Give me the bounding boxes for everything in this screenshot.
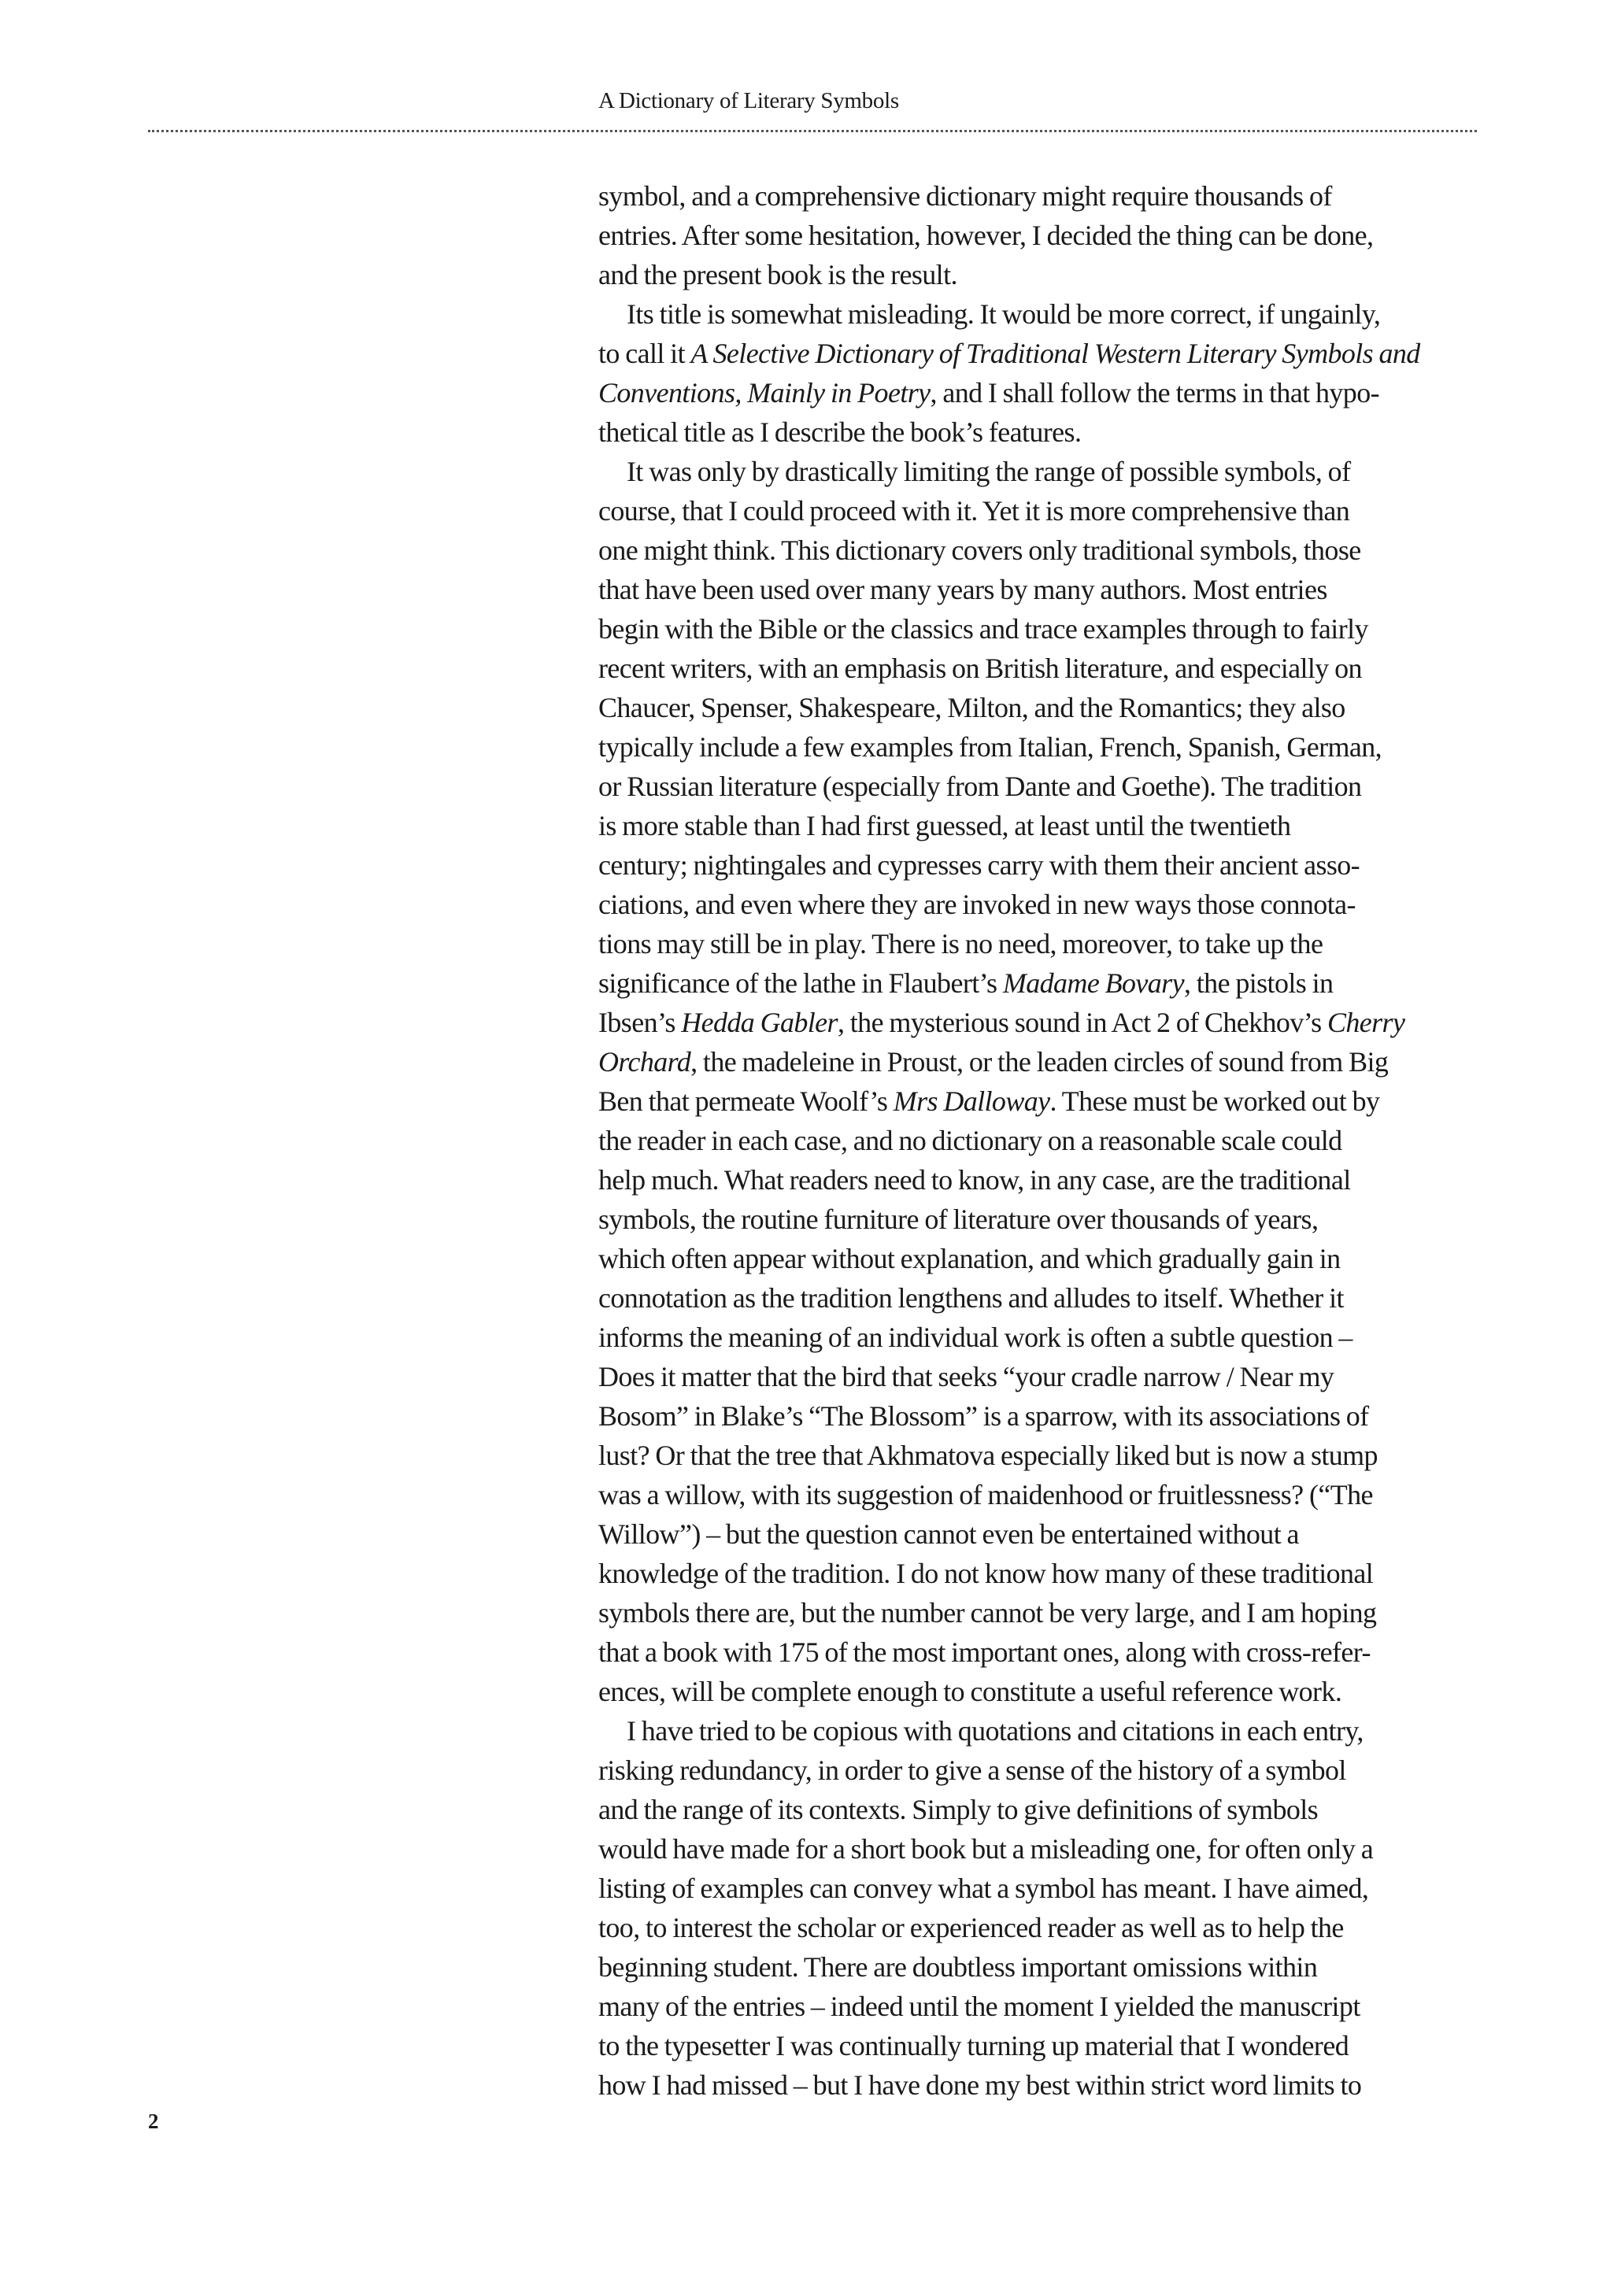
body-text bbox=[598, 176, 1480, 2105]
text-line bbox=[598, 531, 1480, 570]
text-line bbox=[598, 1908, 1480, 1947]
paragraph bbox=[598, 176, 1480, 294]
text-run: , the madeleine in Proust, or the leaden circles of sound from Big bbox=[690, 1046, 1389, 1078]
text-line bbox=[598, 1436, 1480, 1475]
text-run: knowledge of the tradition. I do not know how many of these traditional bbox=[598, 1558, 1374, 1589]
text-line bbox=[598, 1396, 1480, 1436]
text-run: that have been used over many years by many authors. Most entries bbox=[598, 574, 1327, 605]
text-run: recent writers, with an emphasis on British literature, and especially on bbox=[598, 653, 1362, 684]
text-line bbox=[598, 1632, 1480, 1672]
header-dotted-rule bbox=[148, 130, 1477, 132]
text-line bbox=[598, 963, 1480, 1003]
text-line bbox=[598, 1672, 1480, 1711]
text-run: beginning student. There are doubtless important omissions within bbox=[598, 1951, 1318, 1983]
text-run: thetical title as I describe the book’s features. bbox=[598, 416, 1082, 448]
text-run: significance of the lathe in Flaubert’s bbox=[598, 967, 1003, 999]
text-line bbox=[598, 1357, 1480, 1396]
text-line bbox=[598, 1751, 1480, 1790]
text-line bbox=[598, 924, 1480, 963]
paragraph bbox=[598, 294, 1480, 452]
text-line bbox=[598, 1593, 1480, 1632]
text-run: century; nightingales and cypresses carry with them their ancient asso- bbox=[598, 849, 1360, 881]
text-run: to the typesetter I was continually turning up material that I wondered bbox=[598, 2030, 1349, 2061]
text-run: is more stable than I had first guessed, at least until the twentieth bbox=[598, 810, 1291, 841]
text-run: risking redundancy, in order to give a sense of the history of a symbol bbox=[598, 1754, 1346, 1786]
text-run: to call it bbox=[598, 338, 691, 369]
text-run: symbols, the routine furniture of literature over thousands of years, bbox=[598, 1203, 1319, 1235]
text-run: help much. What readers need to know, in any case, are the traditional bbox=[598, 1164, 1351, 1196]
text-run: . These must be worked out by bbox=[1049, 1085, 1380, 1117]
text-run: , the mysterious sound in Act 2 of Chekhov’s bbox=[837, 1007, 1327, 1038]
text-line bbox=[598, 176, 1480, 216]
text-line bbox=[598, 1121, 1480, 1160]
text-run: course, that I could proceed with it. Yet it is more comprehensive than bbox=[598, 495, 1350, 527]
text-line bbox=[598, 1829, 1480, 1869]
text-line bbox=[598, 570, 1480, 609]
italic-title: Conventions, Mainly in Poetry bbox=[598, 377, 931, 409]
text-line bbox=[598, 1003, 1480, 1042]
paragraph bbox=[598, 1711, 1480, 2105]
text-run: Willow”) – but the question cannot even be entertained without a bbox=[598, 1518, 1299, 1550]
text-line bbox=[598, 727, 1480, 767]
text-line bbox=[598, 216, 1480, 255]
text-run: which often appear without explanation, and which gradually gain in bbox=[598, 1243, 1341, 1274]
text-line bbox=[598, 1278, 1480, 1318]
text-run: ciations, and even where they are invoked in new ways those connota- bbox=[598, 889, 1356, 920]
text-line bbox=[598, 452, 1480, 491]
text-line bbox=[598, 1160, 1480, 1200]
text-line bbox=[598, 1711, 1480, 1751]
text-line bbox=[598, 1869, 1480, 1908]
text-line bbox=[598, 491, 1480, 531]
text-run: too, to interest the scholar or experienced reader as well as to help the bbox=[598, 1912, 1344, 1943]
text-run: how I had missed – but I have done my best within strict word limits to bbox=[598, 2069, 1362, 2101]
text-line bbox=[598, 885, 1480, 924]
text-run: Ben that permeate Woolf’s bbox=[598, 1085, 894, 1117]
text-run: Ibsen’s bbox=[598, 1007, 682, 1038]
text-line bbox=[598, 688, 1480, 727]
page-number: 2 bbox=[148, 2109, 159, 2133]
text-run: Does it matter that the bird that seeks “your cradle narrow / Near my bbox=[598, 1361, 1334, 1392]
text-line bbox=[598, 1042, 1480, 1081]
text-run: It was only by drastically limiting the range of possible symbols, of bbox=[627, 456, 1351, 487]
text-run: lust? Or that the tree that Akhmatova especially liked but is now a stump bbox=[598, 1440, 1378, 1471]
text-run: typically include a few examples from Italian, French, Spanish, German, bbox=[598, 731, 1382, 763]
text-line bbox=[598, 845, 1480, 885]
text-run: Bosom” in Blake’s “The Blossom” is a sparrow, with its associations of bbox=[598, 1400, 1369, 1432]
text-run: one might think. This dictionary covers only traditional symbols, those bbox=[598, 534, 1361, 566]
text-line bbox=[598, 1081, 1480, 1121]
text-run: Its title is somewhat misleading. It would be more correct, if ungainly, bbox=[627, 298, 1381, 330]
running-head: A Dictionary of Literary Symbols bbox=[598, 88, 899, 113]
text-line bbox=[598, 649, 1480, 688]
text-run: listing of examples can convey what a symbol has meant. I have aimed, bbox=[598, 1873, 1369, 1904]
text-run: many of the entries – indeed until the moment I yielded the manuscript bbox=[598, 1991, 1360, 2022]
italic-title: A Selective Dictionary of Traditional Western Literary Symbols and bbox=[690, 338, 1420, 369]
italic-title: Madame Bovary bbox=[1002, 967, 1184, 999]
text-line bbox=[598, 1200, 1480, 1239]
text-line bbox=[598, 2026, 1480, 2065]
text-run: the reader in each case, and no dictionary on a reasonable scale could bbox=[598, 1125, 1342, 1156]
text-line bbox=[598, 255, 1480, 294]
text-line bbox=[598, 767, 1480, 806]
paragraph bbox=[598, 452, 1480, 1711]
text-line bbox=[598, 1318, 1480, 1357]
text-line bbox=[598, 1947, 1480, 1987]
text-line bbox=[598, 1514, 1480, 1554]
text-run: symbols there are, but the number cannot be very large, and I am hoping bbox=[598, 1597, 1377, 1629]
italic-title: Cherry bbox=[1327, 1007, 1405, 1038]
italic-title: Hedda Gabler bbox=[681, 1007, 838, 1038]
text-run: and the present book is the result. bbox=[598, 259, 957, 290]
text-line bbox=[598, 412, 1480, 452]
text-line bbox=[598, 609, 1480, 649]
text-run: informs the meaning of an individual work is often a subtle question – bbox=[598, 1322, 1352, 1353]
text-run: , the pistols in bbox=[1183, 967, 1334, 999]
text-line bbox=[598, 1239, 1480, 1278]
text-line bbox=[598, 1554, 1480, 1593]
italic-title: Mrs Dalloway bbox=[893, 1085, 1050, 1117]
text-run: Chaucer, Spenser, Shakespeare, Milton, and the Romantics; they also bbox=[598, 692, 1345, 723]
text-run: begin with the Bible or the classics and trace examples through to fairly bbox=[598, 613, 1368, 645]
text-run: entries. After some hesitation, however, I decided the thing can be done, bbox=[598, 220, 1374, 251]
text-line bbox=[598, 294, 1480, 334]
text-run: I have tried to be copious with quotations and citations in each entry, bbox=[627, 1715, 1364, 1747]
text-run: ences, will be complete enough to constitute a useful reference work. bbox=[598, 1676, 1342, 1707]
text-line bbox=[598, 373, 1480, 412]
text-run: that a book with 175 of the most important ones, along with cross-refer- bbox=[598, 1636, 1371, 1668]
text-run: connotation as the tradition lengthens and alludes to itself. Whether it bbox=[598, 1282, 1344, 1314]
text-line bbox=[598, 1475, 1480, 1514]
text-run: and the range of its contexts. Simply to give definitions of symbols bbox=[598, 1794, 1319, 1825]
text-run: or Russian literature (especially from Dante and Goethe). The tradition bbox=[598, 771, 1362, 802]
italic-title: Orchard bbox=[598, 1046, 691, 1078]
text-run: symbol, and a comprehensive dictionary might require thousands of bbox=[598, 180, 1332, 212]
text-line bbox=[598, 1790, 1480, 1829]
text-run: tions may still be in play. There is no need, moreover, to take up the bbox=[598, 928, 1323, 959]
text-line bbox=[598, 334, 1480, 373]
text-line bbox=[598, 2065, 1480, 2105]
text-line bbox=[598, 1987, 1480, 2026]
text-line bbox=[598, 806, 1480, 845]
text-run: would have made for a short book but a misleading one, for often only a bbox=[598, 1833, 1374, 1865]
text-run: was a willow, with its suggestion of maidenhood or fruitlessness? (“The bbox=[598, 1479, 1373, 1510]
text-run: , and I shall follow the terms in that hypo- bbox=[930, 377, 1379, 409]
